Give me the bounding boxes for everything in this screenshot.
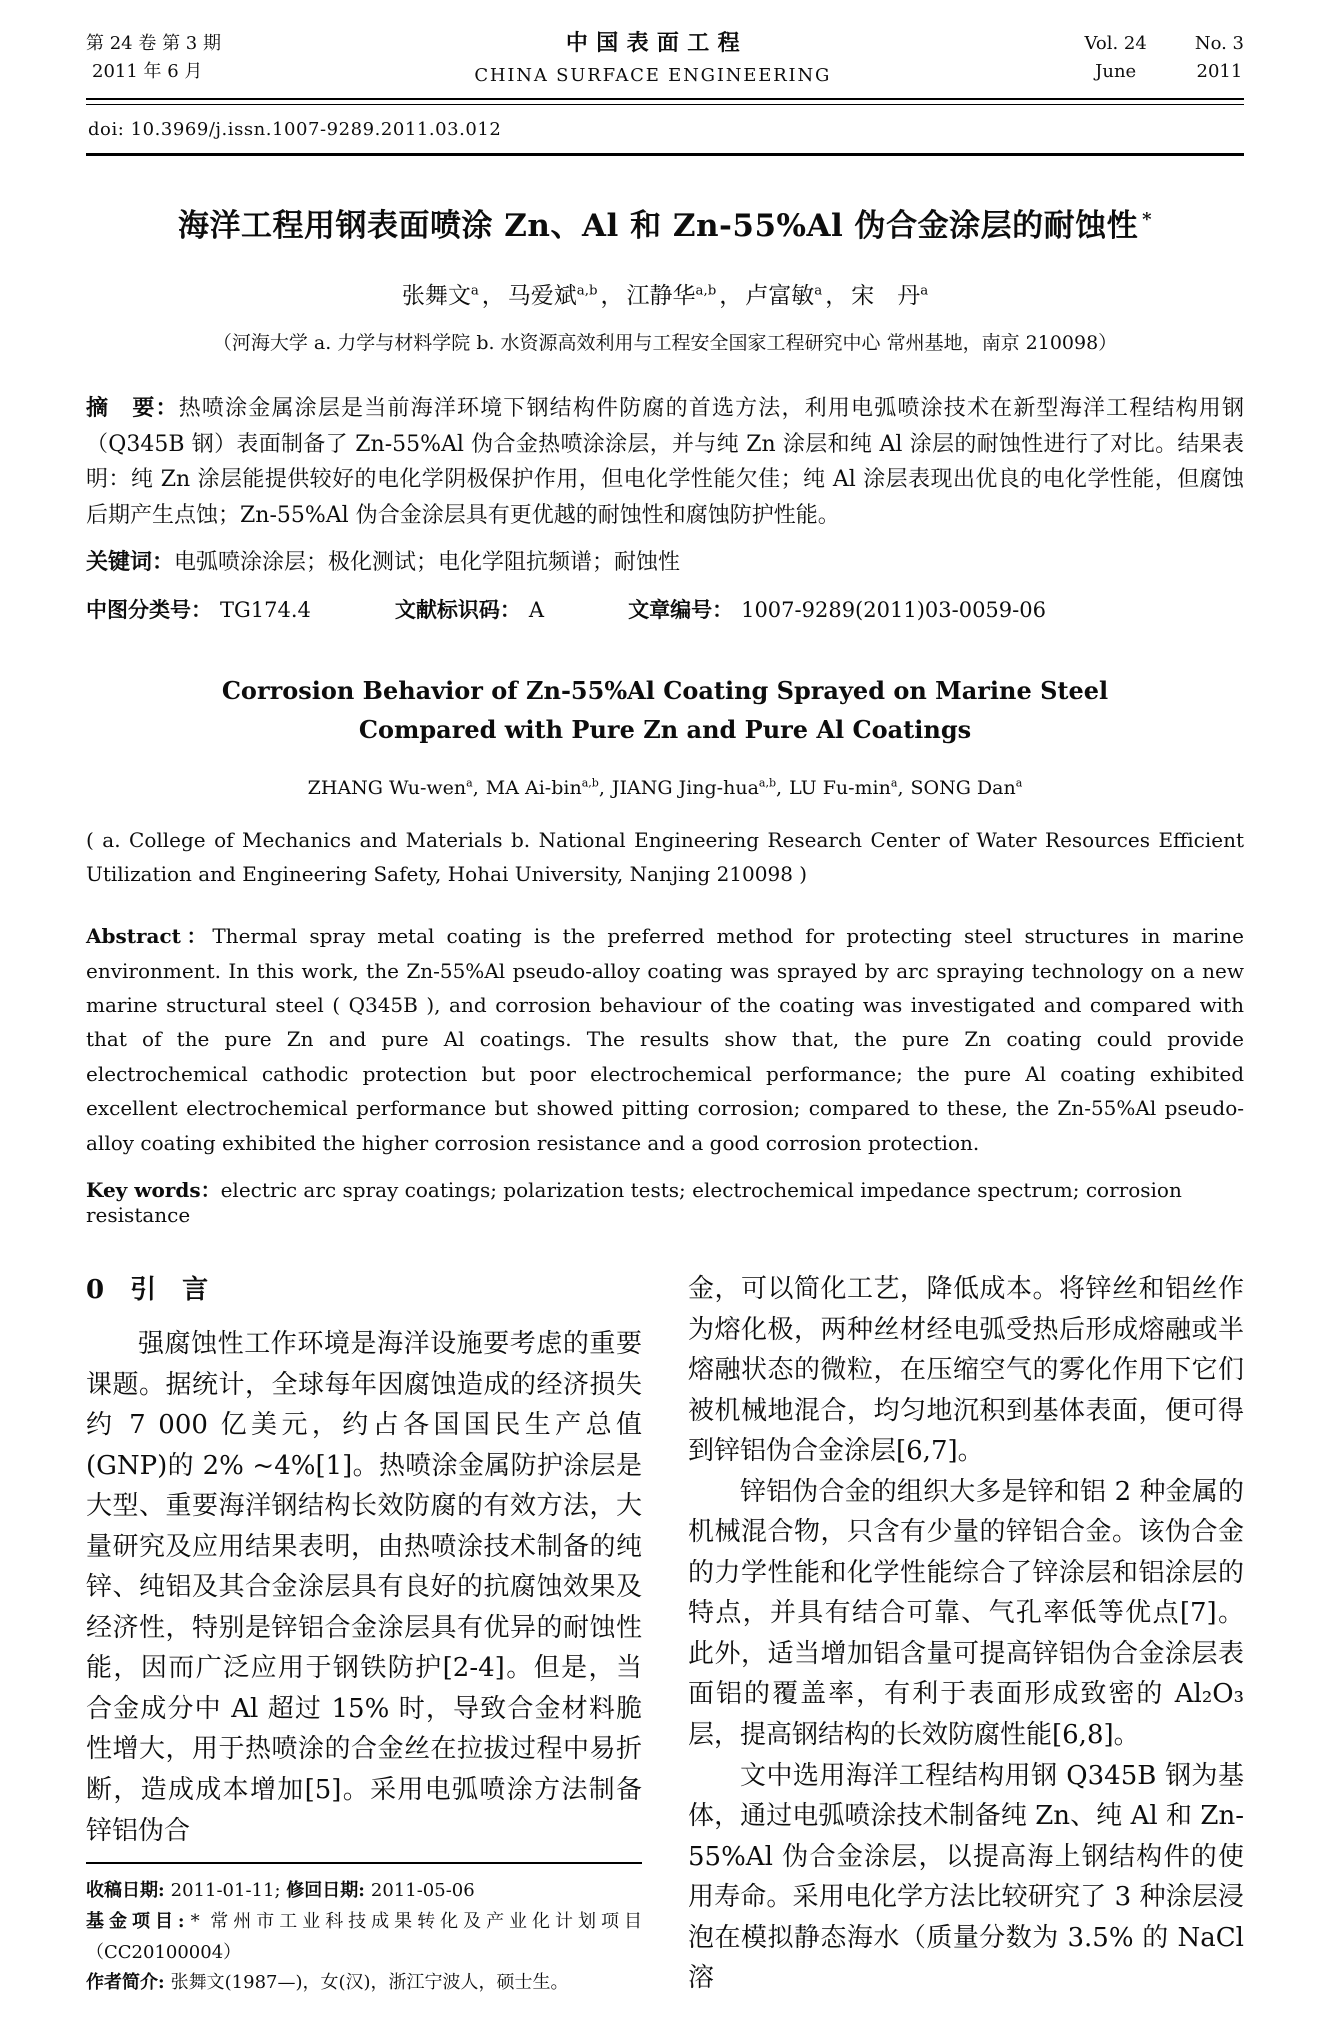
footnote-funding [86, 1907, 642, 1968]
author-en: MA Ai-bin$^{a,b}$ [485, 776, 599, 800]
year-en: 2011 [1196, 60, 1243, 82]
footnote-author-bio [86, 1968, 642, 1999]
authors-en [86, 777, 1244, 799]
document-code [395, 594, 544, 624]
intro-paragraph-3: 锌铝伪合金的组织大多是锌和铝 2 种金属的机械混合物，只含有少量的锌铝合金。该伪合金的力学性能和化学性能综合了锌涂层和铝涂层的特点，并具有结合可靠、气孔率低等优点[7]。此外，适当增加铝含量可提高锌铝伪合金涂层表面铝的覆盖率，有利于表面形成致密的 Al₂O₃ 层，提高钢结构的长效防腐性能[6,8]。 [688, 1476, 1244, 1751]
issue-info-en [1085, 30, 1244, 86]
doi-line: doi: 10.3969/j.issn.1007-9289.2011.03.012 [88, 118, 502, 140]
clc-label: 中图分类号： [86, 597, 212, 623]
author-affiliation-sup: a [890, 776, 898, 790]
body-columns [86, 1269, 1244, 1999]
volume-en: Vol. 24 [1084, 33, 1147, 55]
volume-issue-cn: 第 24 卷 第 3 期 [86, 33, 221, 55]
intro-paragraph-1: 强腐蚀性工作环境是海洋设施要考虑的重要课题。据统计，全球每年因腐蚀造成的经济损失约 7 000 亿美元，约占各国国民生产总值(GNP)的 2% ~4%[1]。热喷涂金属防护涂层是大型、重要海洋钢结构长效防腐的有效方法，大量研究及应用结果表明，由热喷涂技术制备的纯锌、纯铝及其合金涂层具有良好的抗腐蚀效果及经济性，特别是锌铝合金涂层具有优异的耐蚀性能，因而广泛应用于钢铁防护[2-4]。但是，当合金成分中 Al 超过 15% 时，导致合金材料脆性增大，用于热喷涂的合金丝在拉拔过程中易折断，造成成本增加[5]。采用电弧喷涂方法制备锌铝伪合 [86, 1329, 642, 1846]
document-code-value: A [528, 598, 545, 623]
author-separator: ， [719, 282, 743, 309]
abstract-en-text: Thermal spray metal coating is the preferred method for protecting steel structures in marine environment. In this work, the Zn-55%Al pseudo-alloy coating was sprayed by arc spraying technology on a new marine structural steel ( Q345B ), and corrosion behaviour of the coating was investigated and compared with that of the pure Zn and pure Al coatings. The results show that, the pure Zn coating could provide electrochemical cathodic protection but poor electrochemical performance; the pure Al coating exhibited excellent electrochemical performance but showed pitting corrosion; compared to these, the Zn-55%Al pseudo-alloy coating exhibited the higher corrosion resistance and a good corrosion protection. [86, 924, 1244, 1155]
affiliation-en: ( a. College of Mechanics and Materials b. National Engineering Research Center of Water Resources Efficient Utilization and Engineering Safety, Hohai University, Nanjing 210098 ) [86, 828, 1244, 887]
keywords-en-text: electric arc spray coatings; polarization tests; electrochemical impedance spectrum; corrosion resistance [86, 1178, 1182, 1227]
funding-value: * 常州市工业科技成果转化及产业化计划项目（CC20100004） [86, 1911, 642, 1963]
clc-number [86, 594, 311, 624]
author-affiliation-sup: a,b [758, 776, 777, 790]
clc-value: TG174.4 [220, 598, 311, 623]
author-separator: , [472, 777, 479, 800]
author-en: ZHANG Wu-wen$^a$ [307, 776, 473, 800]
abstract-cn [86, 391, 1244, 534]
issue-number-en: No. 3 [1194, 33, 1244, 55]
received-date-label: 收稿日期: [86, 1880, 165, 1902]
authors-cn [86, 277, 1244, 310]
author-cn: 江静华$^{a,b}$ [626, 282, 717, 309]
author-en: JIANG Jing-hua$^{a,b}$ [611, 776, 777, 800]
footnote-block [86, 1862, 642, 1998]
author-cn: 卢富敏$^a$ [745, 282, 823, 309]
author-separator: ， [481, 282, 505, 309]
author-bio-label: 作者简介: [86, 1972, 165, 1994]
abstract-en [86, 919, 1244, 1160]
author-affiliation-sup: a [920, 283, 929, 299]
author-separator: , [598, 777, 605, 800]
author-separator: , [897, 777, 904, 800]
journal-name-block [474, 26, 831, 90]
revised-date-value: 2011-05-06 [370, 1880, 475, 1902]
author-cn: 张舞文$^a$ [401, 282, 479, 309]
keywords-cn-label: 关键词： [86, 549, 175, 576]
footnote-dates [86, 1876, 642, 1907]
document-code-label: 文献标识码： [394, 597, 521, 623]
author-en: SONG Dan$^a$ [910, 776, 1023, 800]
author-affiliation-sup: a [814, 283, 823, 299]
author-bio-value: 张舞文(1987—)，女(汉)，浙江宁波人，硕士生。 [170, 1972, 569, 1994]
keywords-cn-text: 电弧喷涂涂层；极化测试；电化学阻抗频谱；耐蚀性 [174, 550, 681, 576]
keywords-cn [86, 545, 1244, 576]
month-en: June [1095, 60, 1137, 82]
intro-paragraph-2: 金，可以简化工艺，降低成本。将锌丝和铝丝作为熔化极，两种丝材经电弧受热后形成熔融或半熔融状态的微粒，在压缩空气的雾化作用下它们被机械地混合，均匀地沉积到基体表面，便可得到锌铝伪合金涂层[6,7]。 [688, 1274, 1244, 1467]
keywords-en-label: Key words： [86, 1178, 221, 1202]
article-id-value: 1007-9289(2011)03-0059-06 [741, 598, 1046, 623]
received-date-value: 2011-01-11; [170, 1880, 281, 1902]
author-affiliation-sup: a [470, 283, 479, 299]
affiliation-cn: （河海大学 a. 力学与材料学院 b. 水资源高效利用与工程安全国家工程研究中心 常州基地，南京 210098） [212, 331, 1118, 354]
revised-date-label: 修回日期: [286, 1880, 365, 1902]
masthead-divider [86, 98, 1244, 105]
body-column-left [86, 1269, 642, 1999]
paper-title-cn-text: 海洋工程用钢表面喷涂 Zn、Al 和 Zn-55%Al 伪合金涂层的耐蚀性 [177, 207, 1139, 244]
author-en: LU $Fu-\min^a$ [789, 776, 898, 800]
paper-title-en-line2: Compared with Pure Zn and Pure Al Coatings [358, 714, 972, 744]
abstract-cn-text: 热喷涂金属涂层是当前海洋环境下钢结构件防腐的首选方法，利用电弧喷涂技术在新型海洋工程结构用钢（Q345B 钢）表面制备了 Zn-55%Al 伪合金热喷涂涂层，并与纯 Zn 涂层和纯 Al 涂层的耐蚀性进行了对比。结果表明：纯 Zn 涂层能提供较好的电化学阴极保护作用，但电化学性能欠佳；纯 Al 涂层表现出优良的电化学性能，但腐蚀后期产生点蚀；Zn-55%Al 伪合金涂层具有更优越的耐蚀性和腐蚀防护性能。 [86, 395, 1244, 528]
journal-name-cn: 中国表面工程 [565, 30, 749, 56]
author-separator: ， [825, 282, 849, 309]
journal-name-en: CHINA SURFACE ENGINEERING [474, 65, 832, 87]
author-cn: 马爱斌$^{a,b}$ [507, 282, 598, 309]
article-id [628, 594, 1046, 624]
keywords-en [86, 1174, 1244, 1227]
date-cn: 2011 年 6 月 [92, 60, 203, 82]
body-column-right [688, 1269, 1244, 1999]
author-affiliation-sup: a [466, 776, 473, 790]
author-affiliation-sup: a [1015, 776, 1023, 790]
author-affiliation-sup: a,b [576, 283, 598, 299]
abstract-en-label: Abstract： [86, 924, 213, 949]
funding-label: 基金项目: [86, 1911, 185, 1933]
title-divider [86, 153, 1244, 156]
author-separator: , [776, 777, 783, 800]
section-heading-introduction: 0 引 言 [86, 1275, 209, 1305]
journal-masthead [86, 26, 1244, 90]
article-id-label: 文章编号： [628, 597, 734, 623]
author-separator: ， [600, 282, 624, 309]
classification-row [86, 594, 1244, 624]
author-affiliation-sup: a,b [695, 283, 717, 299]
paper-title-en [86, 672, 1244, 749]
abstract-cn-label: 摘 要： [86, 394, 179, 421]
intro-paragraph-4: 文中选用海洋工程结构用钢 Q345B 钢为基体，通过电弧喷涂技术制备纯 Zn、纯 Al 和 Zn-55%Al 伪合金涂层，以提高海上钢结构件的使用寿命。采用电化学方法比较研究了 3 种涂层浸泡在模拟静态海水（质量分数为 3.5% 的 NaCl 溶 [688, 1760, 1244, 1994]
title-footnote-mark: * [1142, 208, 1153, 230]
author-cn: 宋 丹$^a$ [851, 282, 929, 309]
paper-title-en-line1: Corrosion Behavior of Zn-55%Al Coating Sprayed on Marine Steel [221, 676, 1109, 706]
author-affiliation-sup: a,b [581, 776, 599, 790]
paper-title-cn [86, 200, 1244, 245]
issue-info-cn [86, 30, 221, 86]
